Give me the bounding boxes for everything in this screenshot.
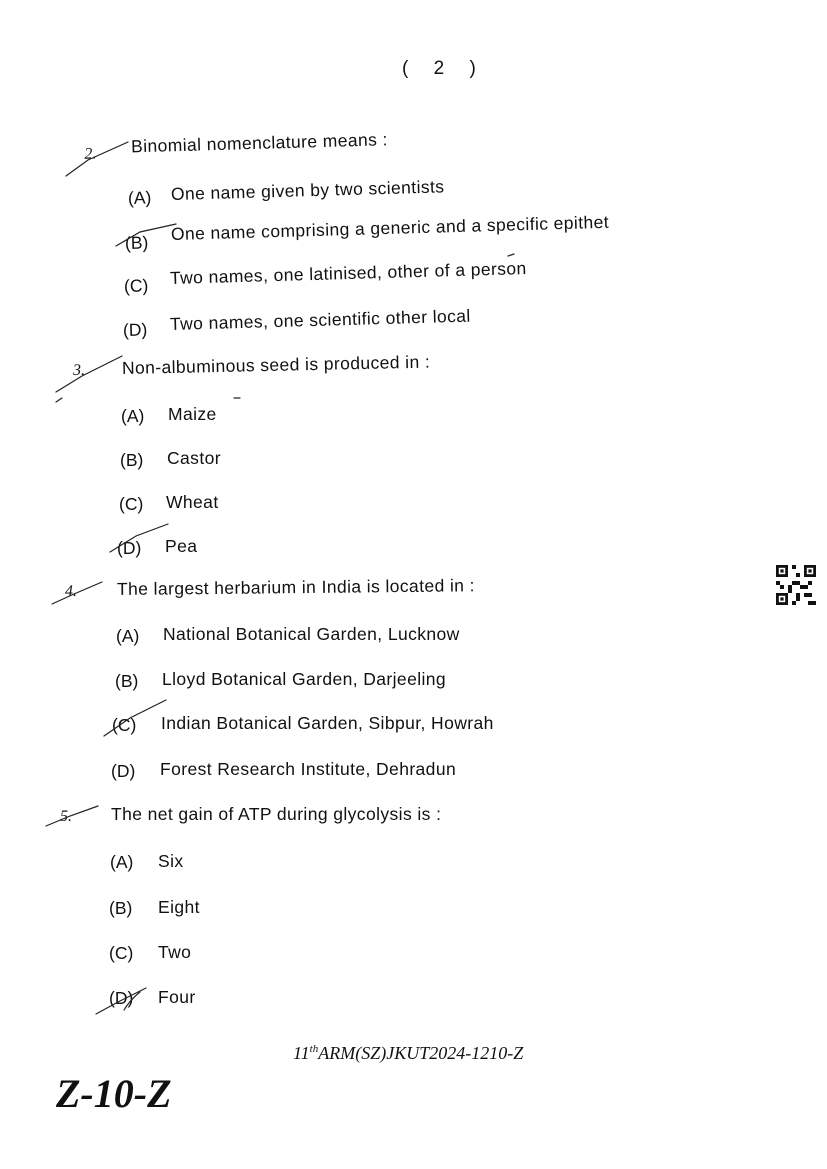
- option-letter: (C): [109, 943, 134, 963]
- option-letter: (B): [124, 232, 149, 253]
- page-number: ( 2 ): [402, 58, 486, 79]
- question-stem: Binomial nomenclature means :: [130, 129, 389, 157]
- option-letter: (A): [116, 626, 140, 646]
- option-letter: (C): [119, 494, 144, 514]
- option-text: Two names, one latinised, other of a person: [169, 258, 527, 288]
- option-text: Six: [158, 851, 184, 871]
- option-letter: (D): [111, 761, 136, 781]
- option-letter: (A): [127, 187, 152, 208]
- option-letter: (A): [121, 406, 145, 426]
- option-text: Two names, one scientific other local: [169, 305, 471, 334]
- paper-code-rest: ARM(SZ)JKUT2024-1210-Z: [318, 1043, 524, 1063]
- tick-mark-icon: [56, 356, 122, 392]
- question-number: 3.: [72, 361, 86, 379]
- option-letter: (B): [120, 450, 144, 470]
- option-text: Two: [158, 942, 192, 962]
- option-text: Wheat: [166, 492, 219, 512]
- series-code: Z-10-Z: [56, 1071, 172, 1116]
- question-stem: The largest herbarium in India is located in :: [116, 575, 475, 599]
- qr-code-icon: [776, 565, 816, 605]
- question-number: 4.: [64, 582, 78, 600]
- question-stem: Non-albuminous seed is produced in :: [121, 351, 431, 378]
- option-letter: (D): [117, 538, 142, 558]
- tick-mark-icon: [46, 806, 98, 826]
- paper-code: [293, 1043, 523, 1064]
- question-stem: The net gain of ATP during glycolysis is :: [111, 804, 442, 824]
- tick-mark-icon: [56, 398, 62, 402]
- option-text: One name comprising a generic and a specific epithet: [170, 211, 610, 244]
- question-number: 5.: [60, 808, 72, 825]
- option-text: Lloyd Botanical Garden, Darjeeling: [162, 669, 447, 689]
- option-text: National Botanical Garden, Lucknow: [163, 624, 460, 644]
- option-text: Pea: [165, 536, 198, 556]
- option-text: Castor: [167, 448, 221, 468]
- option-text: Eight: [158, 897, 200, 917]
- option-letter: (C): [123, 275, 149, 296]
- option-letter: (B): [109, 898, 133, 918]
- option-letter: (B): [115, 671, 139, 691]
- option-letter: (C): [112, 715, 137, 735]
- option-text: Maize: [168, 404, 217, 424]
- option-text: Forest Research Institute, Dehradun: [160, 759, 457, 779]
- option-text: Indian Botanical Garden, Sibpur, Howrah: [161, 713, 494, 733]
- option-text: One name given by two scientists: [170, 176, 445, 204]
- option-letter: (A): [110, 852, 134, 872]
- option-letter: (D): [122, 319, 148, 340]
- question-number: 2.: [84, 145, 97, 163]
- option-letter: (D): [109, 988, 134, 1008]
- paper-code-sup: th: [309, 1043, 319, 1055]
- option-text: Four: [158, 987, 196, 1007]
- paper-code-prefix: 11: [293, 1043, 310, 1063]
- tick-mark-icon: [66, 142, 128, 176]
- tick-mark-icon: [508, 254, 514, 256]
